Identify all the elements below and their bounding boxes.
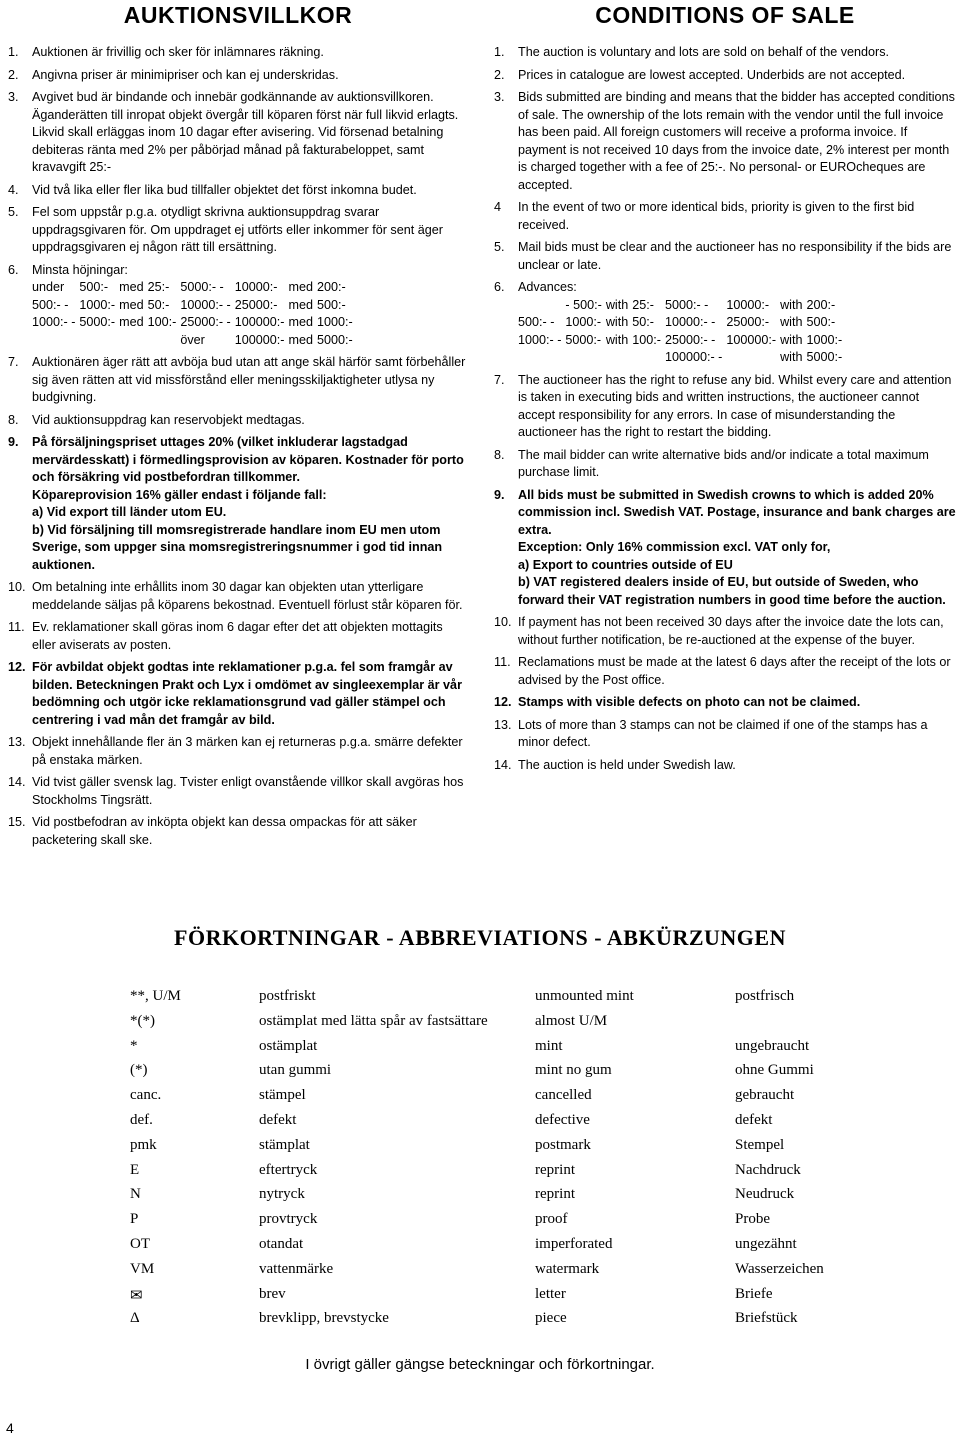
abbreviation-german: Neudruck (735, 1186, 795, 1203)
abbreviation-swedish: ostämplat med lätta spår av fastsättare (259, 1012, 488, 1029)
abbreviation-swedish: nytryck (259, 1186, 305, 1203)
en-increment-row: 100000:- - with 5000:- (664, 350, 843, 364)
en-item-9: 9. All bids must be submitted in Swedish crowns to which is added 20% commission incl. Swedish VAT. Postage, insurance and bank charges are extra. Exception: Only 16% commission excl. VAT only for, a) Export to countries outside of EU b) VAT registered dealers inside of EU, but outside of Sweden, who forward their VAT registration numbers in good time before the auction. (494, 487, 956, 607)
sv-increment-row: 500:- - 1000:- med 50:- 10000:- - 25000:- med 500:- (32, 297, 346, 312)
abbreviation-swedish: provtryck (259, 1211, 318, 1228)
abbreviation-code: * (130, 1037, 138, 1054)
abbreviation-german: ungebraucht (735, 1037, 810, 1054)
en-item-4: 4 In the event of two or more identical bids, priority is given to the first bid received. (494, 200, 915, 232)
abbreviation-row (130, 1261, 935, 1286)
abbreviation-code: (*) (130, 1062, 148, 1079)
en-increment-row: 500:- - 1000:- with 50:- 10000:- - 25000:- with 500:- (518, 315, 836, 329)
footer-note: I övrigt gäller gängse beteckningar och förkortningar. (305, 1356, 655, 1373)
abbreviation-swedish: utan gummi (259, 1062, 332, 1079)
abbreviation-english: almost U/M (535, 1012, 608, 1029)
abbreviation-english: cancelled (535, 1087, 592, 1104)
sv-item-1: 1. Auktionen är frivillig och sker för inlämnares räkning. (8, 45, 324, 59)
en-item-10: 10. If payment has not been received 30 days after the invoice date the lots can, without further notification, be re-auctioned at the expense of the buyer. (494, 615, 944, 647)
abbreviation-row (130, 1038, 935, 1063)
en-item-8: 8. The mail bidder can write alternative bids and/or indicate a total maximum purchase limit. (494, 447, 929, 479)
sv-item-10: 10. Om betalning inte erhållits inom 30 dagar kan objekten utan ytterligare meddelande säljas på köparens bekostnad. Eventuell förlust står köparen för. (8, 580, 463, 612)
abbreviation-code: Δ (130, 1310, 140, 1327)
english-conditions-column (494, 0, 956, 779)
sv-item-6: 6. Minsta höjningar: under 500:- med 25:- 5000:- - 10000:- med 200:- 500:- - 1000:- med 50:- 10000:- - 25000:- med 500:- 1000:- - 5000:- med 100:- 25000:- - 100000:- med 1000:- över 100000:- med 5000:- (8, 262, 468, 350)
abbreviation-german: defekt (735, 1111, 773, 1128)
en-increment-row: - 500:- with 25:- 5000:- - 10000:- with 200:- (565, 297, 836, 312)
sv-item-8: 8. Vid auktionsuppdrag kan reservobjekt medtagas. (8, 412, 305, 427)
abbreviation-german: Wasserzeichen (735, 1260, 824, 1277)
abbreviation-german: postfrisch (735, 988, 795, 1004)
abbreviation-swedish: defekt (259, 1111, 297, 1128)
abbreviation-row (130, 1186, 935, 1211)
abbreviation-code: VM (130, 1260, 155, 1277)
abbreviation-row (130, 1137, 935, 1162)
abbreviation-row (130, 1236, 935, 1261)
abbreviation-swedish: ostämplat (259, 1037, 318, 1054)
abbreviation-row (130, 1062, 935, 1087)
abbreviation-code: ✉ (130, 1287, 143, 1304)
abbreviation-swedish: eftertryck (259, 1161, 318, 1178)
abbreviation-english: watermark (535, 1260, 600, 1277)
abbreviation-row (130, 988, 935, 1013)
en-increments-table (518, 297, 846, 367)
en-item-7: 7. The auctioneer has the right to refuse any bid. Whilst every care and attention is taken in executing bids and written instructions, the auctioneer cannot accept responsibility for any errors. In case of misunderstanding the auctioneer has the right to restart the bidding. (494, 372, 952, 439)
abbreviation-row (130, 1310, 935, 1335)
swedish-conditions-column (8, 0, 468, 854)
abbreviation-english: piece (535, 1310, 567, 1327)
sv-increments-table (32, 279, 357, 349)
en-item-1: 1. The auction is voluntary and lots are sold on behalf of the vendors. (494, 45, 890, 59)
en-item-6: 6. Advances: - 500:- with 25:- 5000:- - 10000:- with 200:- 500:- - 1000:- with 50:- 10000:- - 25000:- with 500:- 1000:- - 5000:- with 100:- 25000:- - 100000:- with 1000:- 100000:- - with 5000:- (494, 279, 956, 367)
sv-item-15: 15. Vid postbefodran av inköpta objekt kan dessa ompackas för att säker packetering skall ske. (8, 815, 417, 847)
abbreviation-english: reprint (535, 1186, 575, 1203)
sv-increment-row: under 500:- med 25:- 5000:- - 10000:- med 200:- (32, 280, 346, 294)
swedish-title: AUKTIONSVILLKOR (123, 2, 353, 28)
abbreviation-row (130, 1286, 935, 1311)
abbreviation-row (130, 1087, 935, 1112)
abbreviation-german: Stempel (735, 1136, 785, 1153)
abbreviation-english: proof (535, 1211, 568, 1228)
abbreviation-english: letter (535, 1285, 566, 1302)
sv-item-12: 12. För avbildat objekt godtas inte reklamationer p.g.a. fel som framgår av bilden. Beteckningen Prakt och Lyx i omdömet av singleexemplar är vår bedömning och utgör icke reklamationsgrund vad gäller stämpel och centrering i vad mån det framgår av bild. (8, 660, 462, 727)
en-item-14: 14. The auction is held under Swedish law. (494, 757, 736, 772)
abbreviation-row (130, 1013, 935, 1038)
abbreviation-german (735, 1013, 935, 1038)
en-increment-row: 1000:- - 5000:- with 100:- 25000:- - 100000:- with 1000:- (518, 332, 843, 347)
abbreviation-english: mint (535, 1037, 563, 1054)
abbreviation-code: OT (130, 1235, 150, 1252)
abbreviation-german: Nachdruck (735, 1161, 801, 1178)
page-number: 4 (6, 1420, 14, 1436)
abbreviation-english: defective (535, 1111, 590, 1128)
abbreviation-english: mint no gum (535, 1062, 612, 1079)
sv-item-11: 11. Ev. reklamationer skall göras inom 6 dagar efter det att objekten mottagits eller aviserats av posten. (8, 620, 443, 652)
abbreviation-german: Briefe (735, 1285, 773, 1302)
abbreviation-swedish: postfriskt (259, 988, 316, 1004)
abbreviation-english: postmark (535, 1136, 591, 1153)
en-item-12: 12. Stamps with visible defects on photo can not be claimed. (494, 695, 861, 709)
abbreviations-title: FÖRKORTNINGAR - ABBREVIATIONS - ABKÜRZUNGEN (174, 925, 786, 950)
en-item-13: 13. Lots of more than 3 stamps can not be claimed if one of the stamps has a minor defect. (494, 717, 928, 749)
abbreviation-code: E (130, 1161, 140, 1178)
abbreviation-english: imperforated (535, 1235, 613, 1252)
abbreviation-code: pmk (130, 1136, 157, 1153)
abbreviation-english: unmounted mint (535, 988, 634, 1004)
sv-item-3: 3. Avgivet bud är bindande och innebär godkännande av auktionsvillkoren. Äganderätten till inropat objekt övergår till köparen först när full likvid erlagts. Likvid skall erläggas inom 10 dagar efter avisering. Vid försenad betalning debiteras ränta med 2% per påbörjad månad på fakturabeloppet, samt kravavgift 25:- (8, 90, 459, 174)
sv-item-2: 2. Angivna priser är minimipriser och kan ej underskridas. (8, 67, 339, 82)
abbreviation-swedish: vattenmärke (259, 1260, 334, 1277)
abbreviation-row (130, 1211, 935, 1236)
abbreviation-german: Briefstück (735, 1310, 798, 1327)
sv-increment-row: över 100000:- med 5000:- (180, 332, 353, 347)
abbreviation-swedish: stämpel (259, 1087, 306, 1104)
sv-increments-label: Minsta höjningar: (32, 262, 128, 277)
sv-item-5: 5. Fel som uppstår p.g.a. otydligt skrivna auktionsuppdrag svarar uppdragsgivaren för. Om uppdraget ej utförts eller inkommer för sent äger uppdragsgivaren ej någon rätt till ersättning. (8, 205, 443, 254)
sv-item-9: 9. På försäljningspriset uttages 20% (vilket inkluderar lagstadgad mervärdesskatt) i förmedlingsprovision av köparen. Kostnader för porto och försäkring vid postbefordran tillkommer. Köpareprovision 16% gäller endast i följande fall: a) Vid export till länder utom EU. b) Vid försäljning till momsregistrerade handlare inom EU men utom Sverige, som uppger sina momsregistreringsnummer i god tid innan auktionen. (8, 435, 464, 572)
abbreviation-swedish: stämplat (259, 1136, 310, 1153)
abbreviations-table (130, 988, 935, 1335)
sv-item-14: 14. Vid tvist gäller svensk lag. Tvister enligt ovanstående villkor skall avgöras hos Stockholms Tingsrätt. (8, 775, 464, 807)
abbreviation-german: ohne Gummi (735, 1062, 814, 1079)
en-item-2: 2. Prices in catalogue are lowest accepted. Underbids are not accepted. (494, 67, 906, 82)
en-increments-label: Advances: (518, 280, 577, 294)
sv-item-4: 4. Vid två lika eller fler lika bud tillfaller objektet det först inkomna budet. (8, 182, 417, 197)
sv-item-13: 13. Objekt innehållande fler än 3 märken kan ej returneras p.g.a. smärre defekter på enstaka märken. (8, 735, 463, 767)
abbreviation-german: gebraucht (735, 1087, 795, 1104)
english-conditions-list (494, 44, 956, 774)
abbreviation-row (130, 1112, 935, 1137)
abbreviation-swedish: otandat (259, 1235, 304, 1252)
abbreviation-german: Probe (735, 1211, 770, 1228)
en-item-5: 5. Mail bids must be clear and the auctioneer has no responsibility if the bids are unclear or late. (494, 240, 952, 272)
en-item-3: 3. Bids submitted are binding and means that the bidder has accepted conditions of sale. The ownership of the lots remain with the vendor until the full invoice has been paid. All foreign customers will receive a proforma invoice. If payment is not received 10 days from the invoice date, 2% interest per month is charged together with a fee of 25:-. No personal- or EUROcheques are accepted. (494, 90, 955, 192)
abbreviation-english: reprint (535, 1161, 575, 1178)
abbreviation-code: def. (130, 1111, 153, 1128)
abbreviation-code: *(*) (130, 1012, 155, 1029)
abbreviation-row (130, 1162, 935, 1187)
sv-increment-row: 1000:- - 5000:- med 100:- 25000:- - 100000:- med 1000:- (32, 315, 353, 329)
abbreviation-code: P (130, 1211, 139, 1228)
sv-item-7: 7. Auktionären äger rätt att avböja bud utan att ange skäl härför samt förbehåller sig även rätten att vid missförstånd eller meningsskiljaktigheter utlysa ny budgivning. (8, 355, 466, 404)
abbreviation-code: N (130, 1186, 141, 1203)
en-item-11: 11. Reclamations must be made at the latest 6 days after the receipt of the lots or advised by the Post office. (494, 655, 951, 687)
abbreviation-swedish: brev (259, 1285, 286, 1302)
abbreviation-code: **, U/M (130, 988, 181, 1004)
abbreviation-code: canc. (130, 1087, 162, 1104)
swedish-conditions-list (8, 44, 468, 849)
abbreviation-swedish: brevklipp, brevstycke (259, 1310, 389, 1327)
english-title: CONDITIONS OF SALE (595, 2, 855, 28)
abbreviation-german: ungezähnt (735, 1235, 797, 1252)
